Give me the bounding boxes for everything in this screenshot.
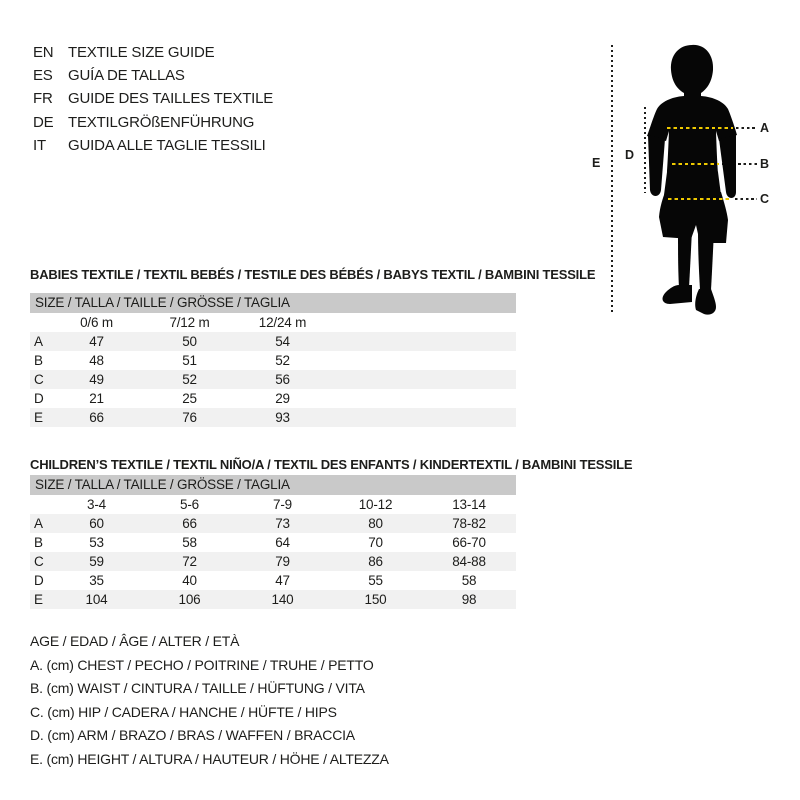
row-label: A: [34, 334, 43, 349]
table-cell: 66: [182, 516, 197, 531]
table-cell: 72: [182, 554, 197, 569]
table-cell: 86: [368, 554, 383, 569]
language-title-list: [33, 41, 273, 157]
row-label: C: [34, 372, 44, 387]
legend-item-hip: C. (cm) HIP / CADERA / HANCHE / HÜFTE / HIPS: [30, 703, 337, 720]
table-cell: 52: [182, 372, 197, 387]
table-cell: 48: [89, 353, 104, 368]
language-code: DE: [33, 113, 54, 131]
row-label: C: [34, 554, 44, 569]
column-header-row: [30, 495, 516, 514]
table-row: [30, 370, 516, 389]
guide-title-it: GUIDA ALLE TAGLIE TESSILI: [68, 136, 266, 154]
measurement-legend: [30, 630, 389, 771]
column-header-row: [30, 313, 516, 332]
column-header: 0/6 m: [80, 315, 113, 330]
language-row-fr: [33, 87, 273, 110]
waist-measure-line-yellow: [672, 163, 719, 165]
table-row: [30, 389, 516, 408]
language-code: EN: [33, 44, 54, 62]
table-cell: 35: [89, 573, 104, 588]
language-row-en: [33, 41, 273, 64]
row-label: B: [34, 353, 43, 368]
table-cell: 47: [89, 334, 104, 349]
table-cell: 47: [275, 573, 290, 588]
table-cell: 58: [461, 573, 477, 588]
table-cell: 40: [182, 573, 197, 588]
measure-label-b: B: [760, 156, 770, 171]
language-row-es: [33, 64, 273, 87]
column-header: 13-14: [452, 497, 486, 512]
language-row-de: [33, 111, 273, 134]
table-cell: 55: [368, 573, 383, 588]
column-header: 7-9: [273, 497, 292, 512]
table-row: [30, 590, 516, 609]
table-cell: 50: [182, 334, 197, 349]
table-cell: 60: [89, 516, 104, 531]
table-cell: 150: [364, 592, 387, 607]
guide-title-fr: GUIDE DES TAILLES TEXTILE: [68, 90, 274, 108]
table-cell: 104: [85, 592, 108, 607]
table-cell: 54: [275, 334, 290, 349]
children-size-table: [30, 475, 516, 609]
table-cell: [30, 313, 50, 332]
legend-item-height: E. (cm) HEIGHT / ALTURA / HAUTEUR / HÖHE / ALTEZZA: [30, 750, 389, 767]
row-label: D: [34, 391, 44, 406]
row-label: E: [34, 410, 43, 425]
guide-title-es: GUÍA DE TALLAS: [68, 67, 185, 85]
table-cell: 59: [89, 554, 104, 569]
table-row: [30, 533, 516, 552]
column-header: 5-6: [180, 497, 199, 512]
height-measure-line: [611, 45, 613, 312]
hip-measure-line-yellow: [668, 198, 732, 200]
guide-title-de: TEXTILGRÖßENFÜHRUNG: [68, 113, 255, 131]
language-row-it: [33, 134, 273, 157]
row-label: B: [34, 535, 43, 550]
table-cell: 64: [275, 535, 290, 550]
table-cell: 78-82: [452, 516, 486, 531]
column-header: 7/12 m: [169, 315, 210, 330]
babies-size-table: [30, 293, 516, 427]
table-cell: 70: [368, 535, 383, 550]
column-header: 10-12: [358, 497, 393, 512]
table-cell: 51: [182, 353, 197, 368]
table-row: [30, 552, 516, 571]
legend-item-waist: B. (cm) WAIST / CINTURA / TAILLE / HÜFTUNG / VITA: [30, 680, 365, 696]
language-code: ES: [33, 67, 53, 85]
table-cell: 66: [89, 410, 104, 425]
table-cell: 21: [89, 391, 104, 406]
measure-label-c: C: [760, 191, 770, 206]
table-cell: 66-70: [452, 535, 486, 550]
table-cell: 80: [368, 516, 383, 531]
size-header-bar: SIZE / TALLA / TAILLE / GRÖSSE / TAGLIA: [30, 475, 516, 495]
children-section-title: CHILDREN’S TEXTILE / TEXTIL NIÑO/A / TEXTIL DES ENFANTS / KINDERTEXTIL / BAMBINI TESSILE: [30, 456, 633, 472]
table-cell: 53: [89, 535, 104, 550]
column-header: 3-4: [87, 497, 106, 512]
babies-section-title: BABIES TEXTILE / TEXTIL BEBÉS / TESTILE DES BÉBÉS / BABYS TEXTIL / BAMBINI TESSILE: [30, 266, 596, 282]
legend-item-chest: A. (cm) CHEST / PECHO / POITRINE / TRUHE / PETTO: [30, 656, 374, 673]
table-cell: 73: [275, 516, 290, 531]
table-cell: 52: [275, 353, 290, 368]
table-cell: [30, 495, 50, 514]
table-cell: 106: [178, 592, 201, 607]
table-row: [30, 571, 516, 590]
row-label: D: [34, 573, 44, 588]
table-cell: 58: [182, 535, 197, 550]
measure-label-e: E: [592, 156, 601, 170]
size-header-bar: SIZE / TALLA / TAILLE / GRÖSSE / TAGLIA: [30, 293, 516, 313]
chest-measure-line-yellow: [667, 127, 733, 129]
measure-label-a: A: [760, 121, 770, 135]
row-label: A: [34, 516, 43, 531]
table-cell: 84-88: [452, 554, 486, 569]
language-code: IT: [33, 136, 46, 154]
table-cell: 79: [275, 554, 290, 569]
column-header: 12/24 m: [258, 315, 307, 330]
child-silhouette: [632, 40, 752, 315]
legend-age-line: AGE / EDAD / ÂGE / ALTER / ETÀ: [30, 633, 240, 649]
measure-label-d: D: [625, 148, 635, 162]
table-cell: 76: [182, 410, 197, 425]
legend-item-arm: D. (cm) ARM / BRAZO / BRAS / WAFFEN / BRACCIA: [30, 727, 355, 743]
table-cell: 93: [275, 410, 290, 425]
table-cell: 98: [461, 592, 477, 607]
table-row: [30, 332, 516, 351]
guide-title-en: TEXTILE SIZE GUIDE: [68, 44, 215, 62]
table-cell: 29: [275, 391, 290, 406]
table-cell: 25: [182, 391, 197, 406]
table-row: [30, 408, 516, 427]
language-code: FR: [33, 90, 53, 108]
table-row: [30, 514, 516, 533]
table-row: [30, 351, 516, 370]
table-cell: 140: [271, 592, 294, 607]
row-label: E: [34, 592, 43, 607]
table-cell: 56: [275, 372, 290, 387]
table-cell: 49: [89, 372, 104, 387]
